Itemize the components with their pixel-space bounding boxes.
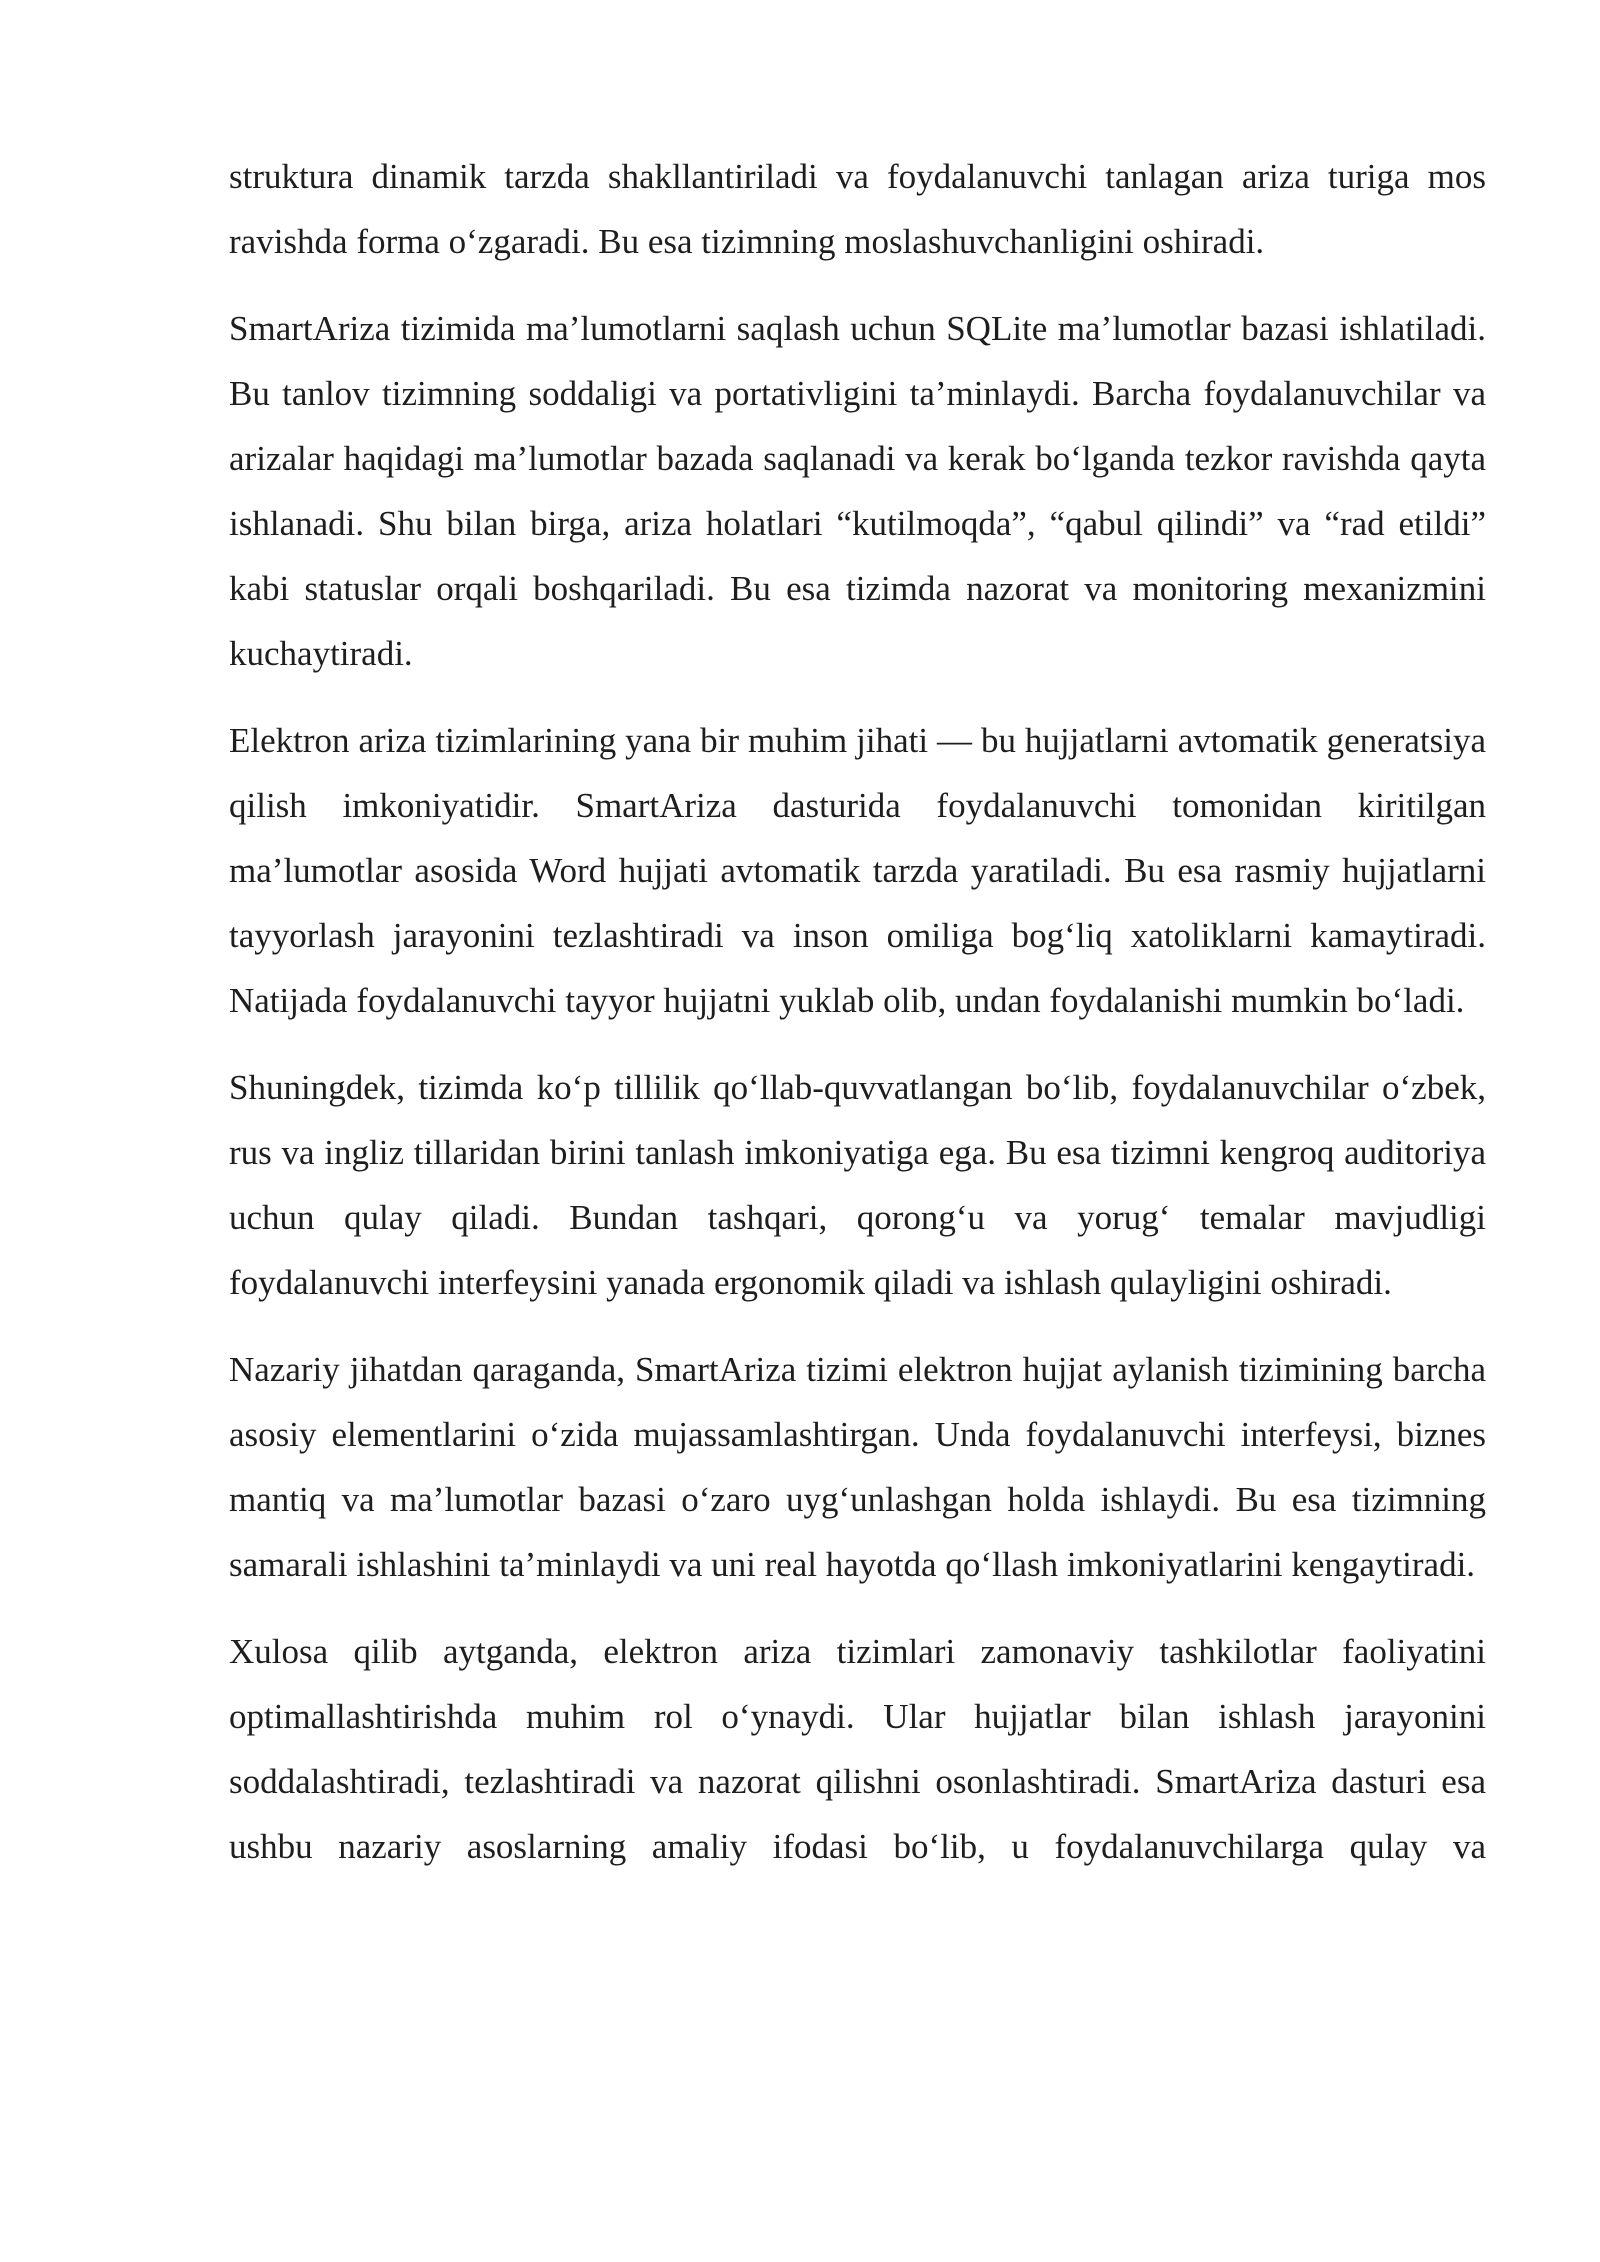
paragraph: Xulosa qilib aytganda, elektron ariza tizimlari zamonaviy tashkilotlar faoliyatini optimallashtirishda muhim rol o‘ynaydi. Ular hujjatlar bilan ishlash jarayonini soddalashtiradi, tezlashtiradi va nazorat qilishni osonlashtiradi. SmartAriza dasturi esa ushbu nazariy asoslarning amaliy ifodasi bo‘lib, u foydalanuvchilarga qulay va: [229, 1632, 1486, 1866]
paragraph: Elektron ariza tizimlarining yana bir muhim jihati — bu hujjatlarni avtomatik generatsiya qilish imkoniyatidir. SmartAriza dasturida foydalanuvchi tomonidan kiritilgan ma’lumotlar asosida Word hujjati avtomatik tarzda yaratiladi. Bu esa rasmiy hujjatlarni tayyorlash jarayonini tezlashtiradi va inson omiliga bog‘liq xatoliklarni kamaytiradi. Natijada foydalanuvchi tayyor hujjatni yuklab olib, undan foydalanishi mumkin bo‘ladi.: [229, 721, 1486, 1020]
paragraph: Shuningdek, tizimda ko‘p tillilik qo‘llab-quvvatlangan bo‘lib, foydalanuvchilar o‘zbek, rus va ingliz tillaridan birini tanlash imkoniyatiga ega. Bu esa tizimni kengroq auditoriya uchun qulay qiladi. Bundan tashqari, qorong‘u va yorug‘ temalar mavjudligi foydalanuvchi interfeysini yanada ergonomik qiladi va ishlash qulayligini oshiradi.: [229, 1068, 1486, 1302]
paragraph: Nazariy jihatdan qaraganda, SmartAriza tizimi elektron hujjat aylanish tizimining barcha asosiy elementlarini o‘zida mujassamlashtirgan. Unda foydalanuvchi interfeysi, biznes mantiq va ma’lumotlar bazasi o‘zaro uyg‘unlashgan holda ishlaydi. Bu esa tizimning samarali ishlashini ta’minlaydi va uni real hayotda qo‘llash imkoniyatlarini kengaytiradi.: [229, 1350, 1486, 1584]
document-body: [229, 144, 1486, 1879]
paragraph: struktura dinamik tarzda shakllantiriladi va foydalanuvchi tanlagan ariza turiga mos ravishda forma o‘zgaradi. Bu esa tizimning moslashuvchanligini oshiradi.: [229, 157, 1486, 261]
paragraph: SmartAriza tizimida ma’lumotlarni saqlash uchun SQLite ma’lumotlar bazasi ishlatiladi. Bu tanlov tizimning soddaligi va portativligini ta’minlaydi. Barcha foydalanuvchilar va arizalar haqidagi ma’lumotlar bazada saqlanadi va kerak bo‘lganda tezkor ravishda qayta ishlanadi. Shu bilan birga, ariza holatlari “kutilmoqda”, “qabul qilindi” va “rad etildi” kabi statuslar orqali boshqariladi. Bu esa tizimda nazorat va monitoring mexanizmini kuchaytiradi.: [229, 309, 1486, 673]
